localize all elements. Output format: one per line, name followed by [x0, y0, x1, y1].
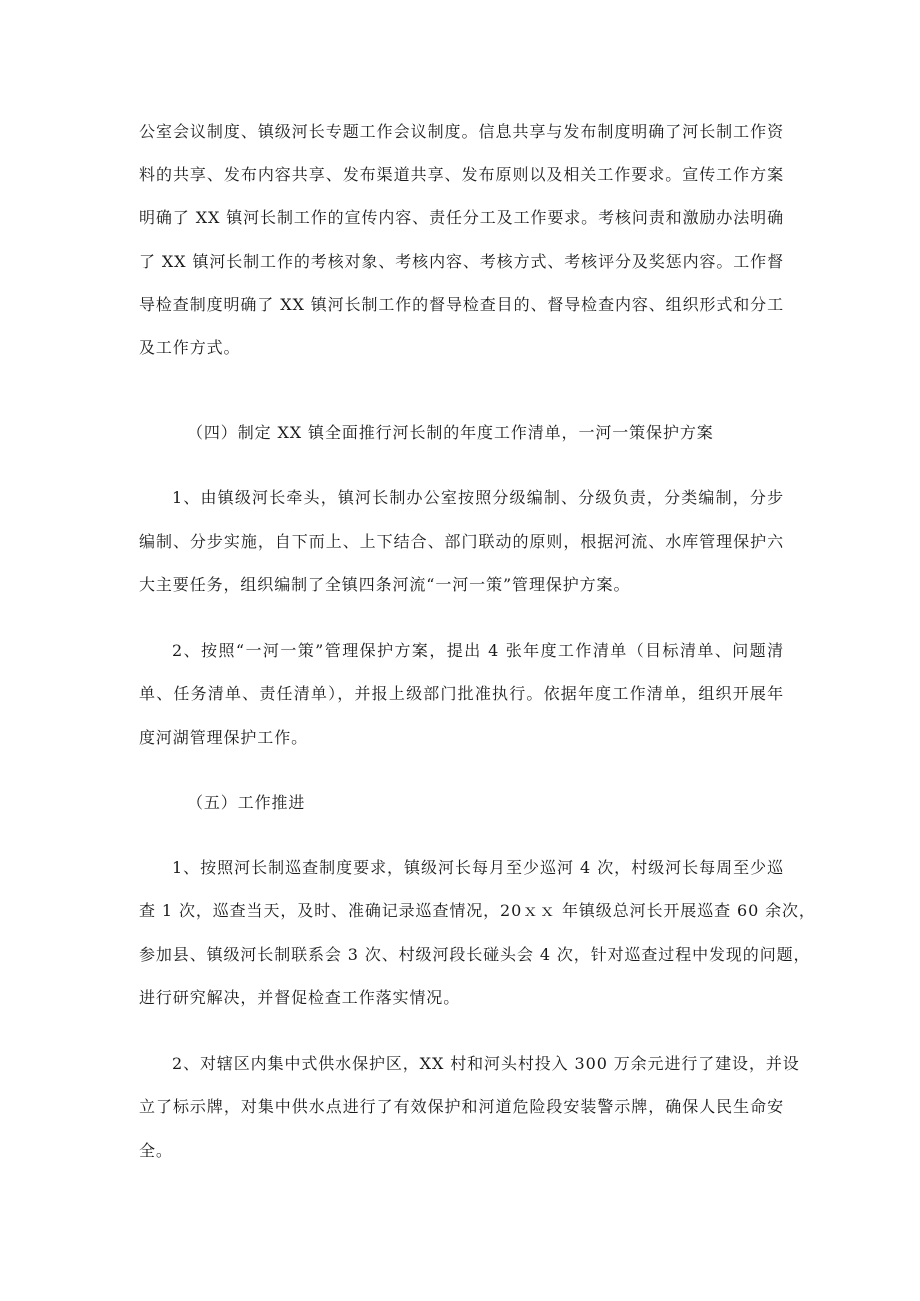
- paragraph-4-line-4: 进行研究解决，并督促检查工作落实情况。: [139, 988, 461, 1007]
- paragraph-1-line-1: 公室会议制度、镇级河长专题工作会议制度。信息共享与发布制度明确了河长制工作资: [139, 122, 784, 141]
- paragraph-1-line-5: 导检查制度明确了 XX 镇河长制工作的督导检查目的、督导检查内容、组织形式和分工: [139, 295, 784, 314]
- paragraph-1-line-3: 明确了 XX 镇河长制工作的宣传内容、责任分工及工作要求。考核问责和激励办法明确: [139, 208, 784, 227]
- paragraph-2-line-2: 编制、分步实施，自下而上、上下结合、部门联动的原则，根据河流、水库管理保护六: [139, 532, 784, 551]
- paragraph-2-line-1: 1、由镇级河长牵头，镇河长制办公室按照分级编制、分级负责，分类编制，分步: [172, 488, 784, 507]
- paragraph-4-line-2: 查 1 次，巡查当天，及时、准确记录巡查情况，20ｘｘ 年镇级总河长开展巡查 60 余次，: [139, 901, 816, 920]
- paragraph-3-line-2: 单、任务清单、责任清单），并报上级部门批准执行。依据年度工作清单，组织开展年: [139, 684, 784, 703]
- paragraph-4-line-3: 参加县、镇级河长制联系会 3 次、村级河段长碰头会 4 次，针对巡查过程中发现的问题，: [139, 945, 811, 964]
- paragraph-1-line-4: 了 XX 镇河长制工作的考核对象、考核内容、考核方式、考核评分及奖惩内容。工作督: [139, 252, 784, 271]
- paragraph-3-line-1: 2、按照“一河一策”管理保护方案，提出 4 张年度工作清单（目标清单、问题清: [172, 641, 784, 660]
- paragraph-1-line-2: 料的共享、发布内容共享、发布渠道共享、发布原则以及相关工作要求。宣传工作方案: [139, 165, 784, 184]
- paragraph-4-line-1: 1、按照河长制巡查制度要求，镇级河长每月至少巡河 4 次，村级河长每周至少巡: [172, 858, 784, 877]
- section-heading-5: （五）工作推进: [187, 793, 306, 812]
- paragraph-5-line-2: 立了标示牌，对集中供水点进行了有效保护和河道危险段安装警示牌，确保人民生命安: [139, 1097, 784, 1116]
- paragraph-2-line-3: 大主要任务，组织编制了全镇四条河流“一河一策”管理保护方案。: [139, 575, 631, 594]
- section-heading-4: （四）制定 XX 镇全面推行河长制的年度工作清单，一河一策保护方案: [187, 423, 714, 442]
- paragraph-3-line-3: 度河湖管理保护工作。: [139, 728, 309, 747]
- paragraph-5-line-3: 全。: [139, 1141, 173, 1160]
- paragraph-1-line-6: 及工作方式。: [139, 338, 241, 357]
- paragraph-5-line-1: 2、对辖区内集中式供水保护区，XX 村和河头村投入 300 万余元进行了建设，并设: [172, 1054, 800, 1073]
